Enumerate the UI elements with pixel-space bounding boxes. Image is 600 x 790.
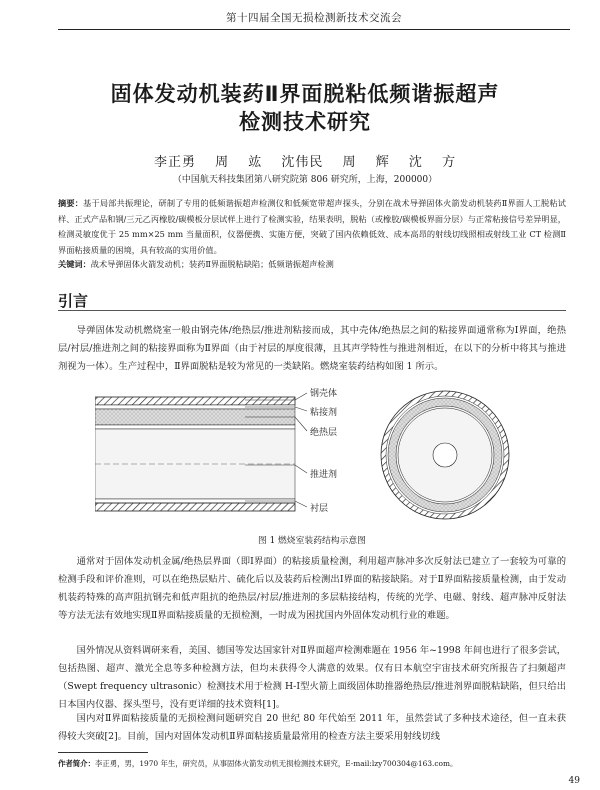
abstract-text: 基于局部共振理论，研制了专用的低频谐振超声检测仪和低频宽带超声探头，分别在战术导弹固体火箭发动机装药Ⅱ界面人工脱粘试样、正式产品和钢/三元乙丙橡胶/碳模板分层试样上进行了检测实验，结果表明，脱粘（或橡胶/碳模板界面分层）与正常粘接信号差异明显，检测灵敏度优于 25 mm×25 mm 当量面积，仪器便携、实施方便，突破了国内依赖低效、成本高昂的射线切线照相或射线工业 CT 检测Ⅱ界面粘接质量的困境，具有较高的实用价值。 bbox=[58, 198, 566, 255]
paragraph-3: 国外情况从资料调研来看，美国、德国等发达国家针对Ⅱ界面超声检测难题在 1956 年~1998 年间也进行了很多尝试，包括热图、超声、激光全息等多种检测方法，但均未获得令人满意的效果。仅有日本航空宇宙技术研究所报告了扫频超声（Swept frequency ultrasonic）检测技术用于检测 H-Ⅰ型火箭上面级固体助推器绝热层/推进剂界面脱粘缺陷，但只给出日本国内仪器、探头型号，没有更详细的技术资料[1]。 bbox=[58, 645, 566, 710]
author-footnote bbox=[58, 758, 570, 769]
section-rule bbox=[58, 310, 566, 311]
label-insulation: 绝热层 bbox=[310, 428, 338, 438]
paper-title-line1: 固体发动机装药Ⅱ界面脱粘低频谐振超声 bbox=[110, 82, 500, 106]
header-rule bbox=[58, 29, 570, 30]
paragraph-2: 通常对于固体发动机金属/绝热层界面（即Ⅰ界面）的粘接质量检测，利用超声脉冲多次反射法已建立了一套较为可靠的检测手段和评价准则，可以在绝热层贴片、硫化后以及装药后检测出Ⅰ界面的粘接缺陷。对于Ⅱ界面粘接质量检测，由于发动机装药特殊的高声阻抗钢壳和低声阻抗的绝热层/衬层/推进剂的多层粘接结构，传统的光学、电磁、射线、超声脉冲反射法等方法无法有效地实现Ⅱ界面粘接质量的无损检测，一时成为困扰国内外固体发动机行业的难题。 bbox=[58, 556, 566, 621]
footnote-label: 作者简介： bbox=[58, 759, 95, 768]
label-propellant: 推进剂 bbox=[310, 470, 338, 480]
footnote-rule bbox=[58, 752, 148, 753]
footnote-text: 李正勇，男，1970 年生，研究员，从事固体火箭发动机无损检测技术研究，E-mail:lzy700304@163.com。 bbox=[94, 759, 458, 768]
keywords-text: 战术导弹固体火箭发动机；装药Ⅱ界面脱粘缺陷；低频谐振超声检测 bbox=[90, 259, 334, 269]
cross-section-diagram bbox=[381, 391, 509, 519]
paper-title-line2: 检测技术研究 bbox=[239, 110, 371, 134]
label-adhesive: 粘接剂 bbox=[310, 408, 338, 418]
label-steel-shell: 钢壳体 bbox=[310, 389, 338, 399]
author-list: 李正勇 周 竑 沈伟民 周 辉 沈 方 bbox=[154, 155, 456, 170]
affiliation: （中国航天科技集团第八研究院第 806 研究所，上海，200000） bbox=[172, 175, 438, 185]
paragraph-1: 导弹固体发动机燃烧室一般由钢壳体/绝热层/推进剂粘接而成，其中壳体/绝热层之间的粘接界面通常称为Ⅰ界面，绝热层/衬层/推进剂之间的粘接界面称为Ⅱ界面（由于衬层的厚度很薄，且其声学特性与推进剂相近，在以下的分析中将其与推进剂视为一体）。生产过程中，Ⅱ界面脱粘是较为常见的一类缺陷。燃烧室装药结构如图 1 所示。 bbox=[58, 325, 566, 372]
section-heading-intro: 引言 bbox=[58, 292, 89, 310]
keywords-label: 关键词： bbox=[58, 259, 91, 269]
page-number: 49 bbox=[568, 776, 580, 786]
figure-caption: 图 1 燃烧室装药结构示意图 bbox=[258, 536, 366, 546]
paragraph-4: 国内对Ⅱ界面粘接质量的无损检测问题研究自 20 世纪 80 年代始至 2011 年，虽然尝试了多种技术途径，但一直未获得较大突破[2]。目前，国内对固体发动机Ⅱ界面粘接质量最常用的检查方法主要采用射线切线 bbox=[58, 713, 566, 742]
figure-1 bbox=[95, 385, 525, 530]
longitudinal-section-diagram bbox=[95, 397, 295, 511]
running-header: 第十四届全国无损检测新技术交流会 bbox=[226, 12, 402, 24]
abstract-label: 摘要： bbox=[58, 198, 84, 208]
label-liner: 衬层 bbox=[310, 504, 329, 514]
keywords bbox=[58, 259, 566, 270]
abstract bbox=[58, 196, 566, 258]
